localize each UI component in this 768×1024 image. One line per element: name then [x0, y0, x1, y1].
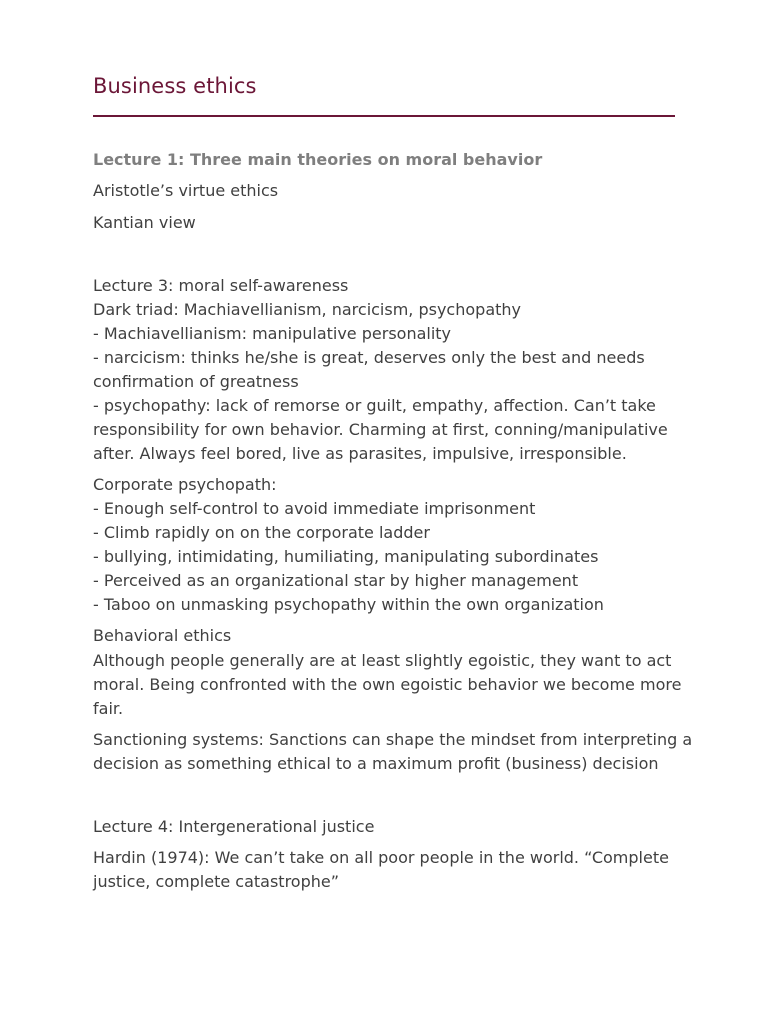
text-line: - Perceived as an organizational star by higher management — [93, 571, 579, 590]
text-line: Although people generally are at least slightly egoistic, they want to act — [93, 651, 672, 670]
text-line: decision as something ethical to a maximum profit (business) decision — [93, 754, 659, 773]
text-line: moral. Being confronted with the own egoistic behavior we become more — [93, 675, 682, 694]
text-line: Sanctioning systems: Sanctions can shape the mindset from interpreting a — [93, 730, 693, 749]
text-line: responsibility for own behavior. Charming at first, conning/manipulative — [93, 420, 668, 439]
text-line: Kantian view — [93, 213, 196, 232]
text-line: Corporate psychopath: — [93, 475, 277, 494]
text-line: - narcicism: thinks he/she is great, deserves only the best and needs — [93, 348, 645, 367]
text-line: - Machiavellianism: manipulative personality — [93, 324, 452, 343]
text-line: Dark triad: Machiavellianism, narcicism, psychopathy — [93, 300, 521, 319]
lecture-1-heading: Lecture 1: Three main theories on moral behavior — [93, 150, 543, 169]
document-title: Business ethics — [93, 74, 257, 98]
lecture-4-heading: Lecture 4: Intergenerational justice — [93, 817, 375, 836]
text-line: after. Always feel bored, live as parasites, impulsive, irresponsible. — [93, 444, 627, 463]
text-line: - psychopathy: lack of remorse or guilt, empathy, affection. Can’t take — [93, 396, 656, 415]
text-line: fair. — [93, 699, 124, 718]
text-line: justice, complete catastrophe” — [93, 872, 340, 891]
text-line: Behavioral ethics — [93, 626, 232, 645]
text-line: confirmation of greatness — [93, 372, 299, 391]
text-line: - Climb rapidly on on the corporate ladder — [93, 523, 430, 542]
text-line: Aristotle’s virtue ethics — [93, 181, 279, 200]
text-line: - bullying, intimidating, humiliating, manipulating subordinates — [93, 547, 599, 566]
text-line: - Enough self-control to avoid immediate imprisonment — [93, 499, 536, 518]
text-line: - Taboo on unmasking psychopathy within the own organization — [93, 595, 604, 614]
text-line: Hardin (1974): We can’t take on all poor people in the world. “Complete — [93, 848, 669, 867]
title-divider — [93, 115, 675, 117]
lecture-3-heading: Lecture 3: moral self-awareness — [93, 276, 349, 295]
